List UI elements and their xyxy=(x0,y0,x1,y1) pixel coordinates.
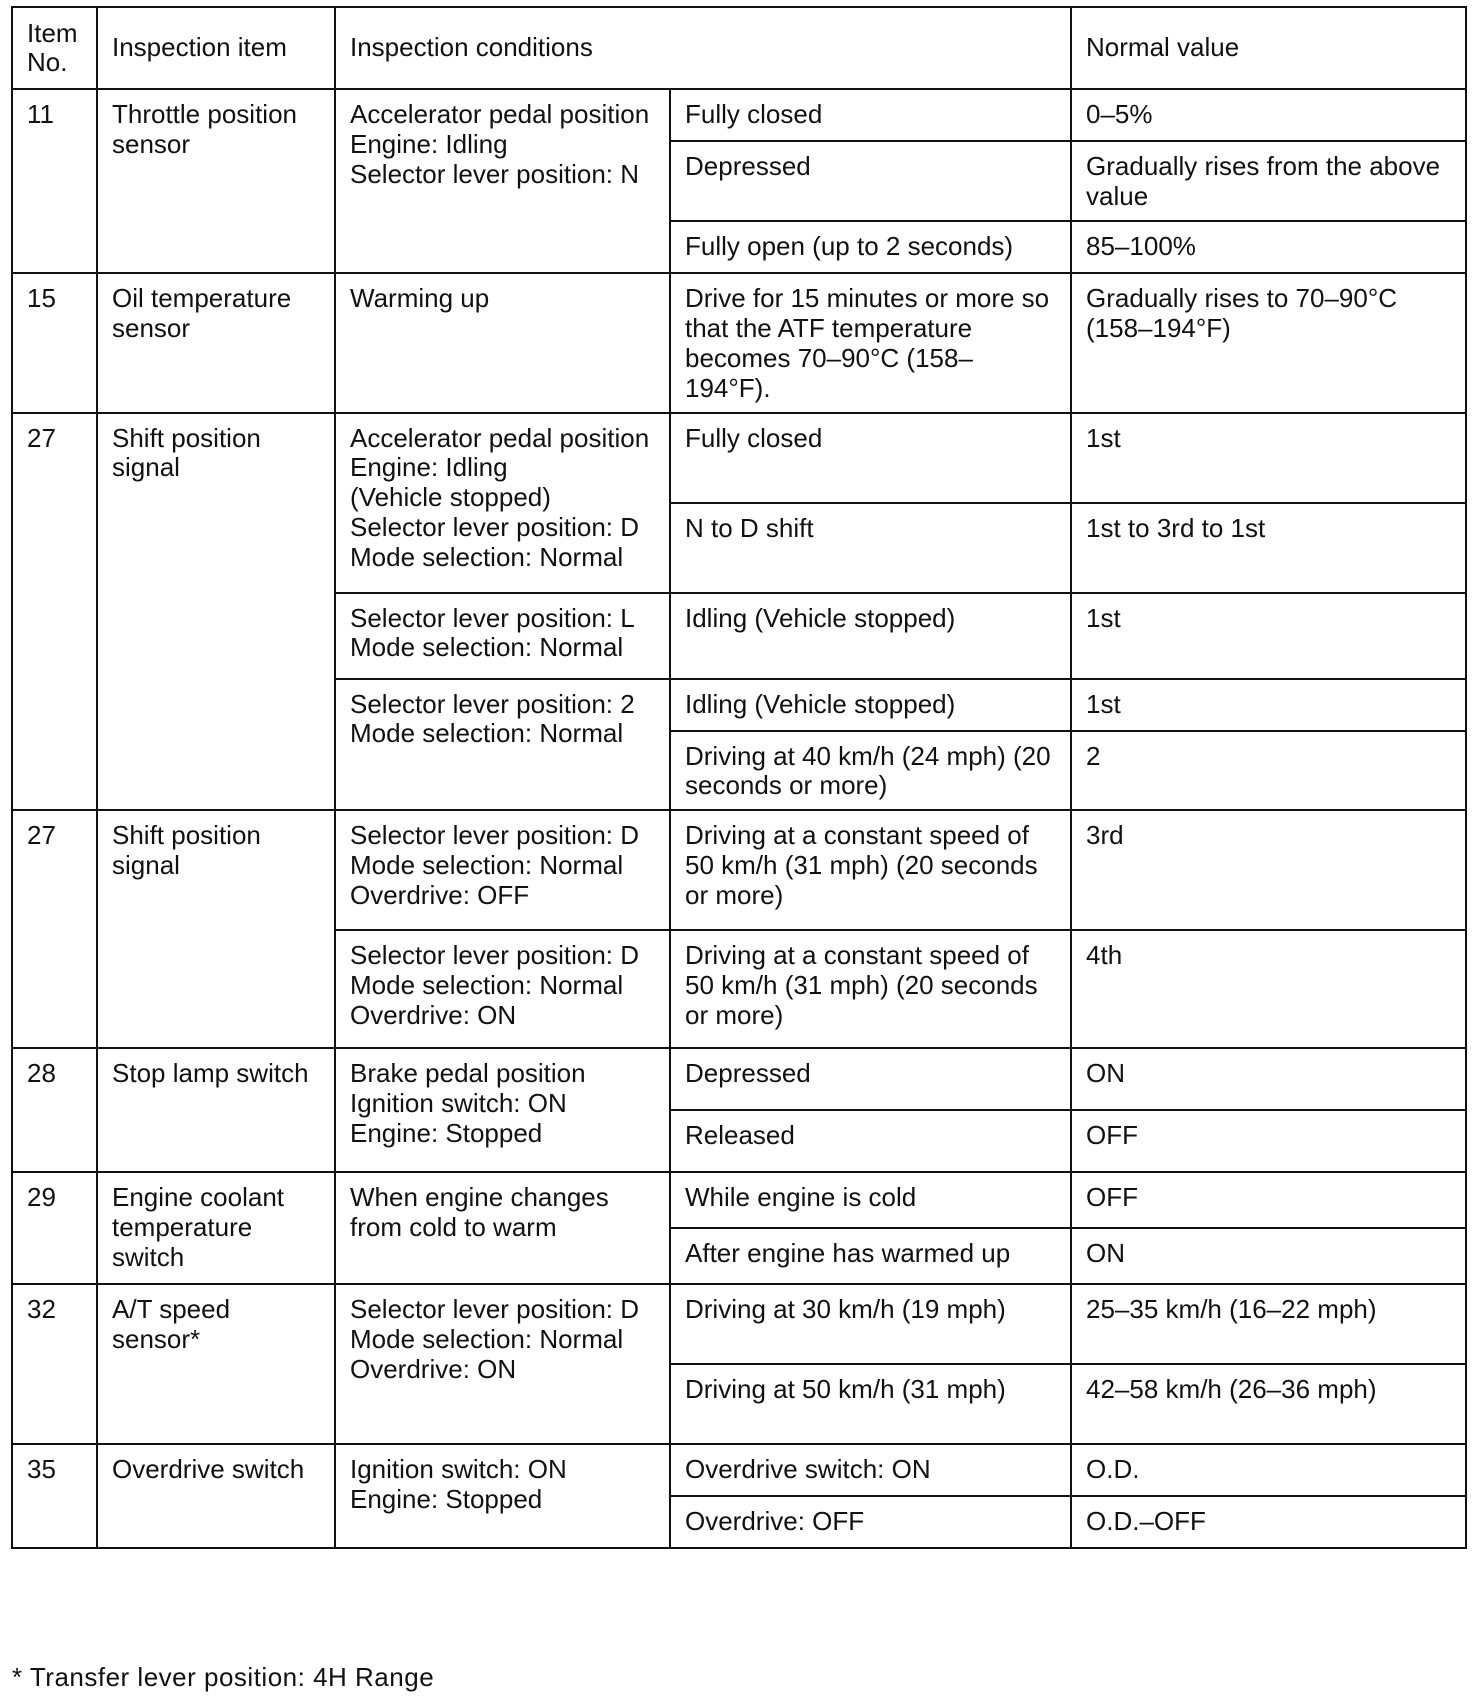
condition-line: When engine changes from cold to warm xyxy=(350,1182,609,1243)
inspection-sub-condition: Released xyxy=(670,1110,1071,1172)
normal-value: Gradually rises to 70–90°C (158–194°F) xyxy=(1071,273,1466,413)
condition-line: Engine: Stopped xyxy=(350,1118,543,1149)
header-inspection-conditions: Inspection conditions xyxy=(335,7,1071,89)
condition-line: Warming up xyxy=(350,283,490,313)
inspection-condition xyxy=(335,930,670,1048)
inspection-condition xyxy=(335,89,670,273)
normal-value: 4th xyxy=(1071,930,1466,1048)
normal-value: 25–35 km/h (16–22 mph) xyxy=(1071,1284,1466,1364)
condition-line: Mode selection: Normal xyxy=(350,632,624,663)
condition-line: Mode selection: Normal xyxy=(350,850,624,881)
normal-value: Gradually rises from the above value xyxy=(1071,141,1466,221)
inspection-sub-condition: Idling (Vehicle stopped) xyxy=(670,679,1071,731)
normal-value: 3rd xyxy=(1071,810,1466,930)
condition-line: Engine: Stopped xyxy=(350,1484,543,1515)
inspection-sub-condition: Driving at 30 km/h (19 mph) xyxy=(670,1284,1071,1364)
item-number: 32 xyxy=(12,1284,97,1444)
condition-line: Selector lever position: N xyxy=(350,158,640,189)
inspection-item-name: Engine coolant temperature switch xyxy=(97,1172,335,1284)
inspection-condition xyxy=(335,679,670,811)
inspection-item-name: Overdrive switch xyxy=(97,1444,335,1548)
normal-value: O.D. xyxy=(1071,1444,1466,1496)
condition-line: Mode selection: Normal xyxy=(350,542,624,573)
table-row xyxy=(12,1048,1466,1110)
inspection-item-name: Stop lamp switch xyxy=(97,1048,335,1172)
table-body xyxy=(12,89,1466,1548)
condition-line: Overdrive: OFF xyxy=(350,880,530,911)
inspection-sub-condition: Overdrive switch: ON xyxy=(670,1444,1071,1496)
normal-value: OFF xyxy=(1071,1172,1466,1228)
normal-value: 1st xyxy=(1071,593,1466,679)
inspection-condition xyxy=(335,1048,670,1172)
inspection-condition xyxy=(335,413,670,593)
condition-line: Ignition switch: ON xyxy=(350,1454,567,1485)
condition-line: Accelerator pedal position xyxy=(350,99,650,129)
inspection-condition xyxy=(335,1172,670,1284)
inspection-sub-condition: Depressed xyxy=(670,1048,1071,1110)
inspection-sub-condition: Fully closed xyxy=(670,89,1071,141)
inspection-item-name: A/T speed sensor* xyxy=(97,1284,335,1444)
inspection-table xyxy=(11,6,1467,1549)
condition-line: Overdrive: ON xyxy=(350,1354,517,1385)
condition-line: Selector lever position: D xyxy=(350,820,640,851)
table-row xyxy=(12,810,1466,930)
table-row xyxy=(12,1172,1466,1228)
condition-line: Accelerator pedal position xyxy=(350,422,650,453)
item-number: 11 xyxy=(12,89,97,273)
header-item-no-line-1: Item xyxy=(27,18,78,49)
item-number: 35 xyxy=(12,1444,97,1548)
normal-value: 85–100% xyxy=(1071,221,1466,273)
table-row xyxy=(12,1444,1466,1496)
inspection-sub-condition: After engine has warmed up xyxy=(670,1228,1071,1284)
inspection-sub-condition: Fully open (up to 2 seconds) xyxy=(670,221,1071,273)
inspection-sub-condition: Overdrive: OFF xyxy=(670,1496,1071,1548)
condition-line: Ignition switch: ON xyxy=(350,1088,567,1119)
normal-value: OFF xyxy=(1071,1110,1466,1172)
table-row xyxy=(12,413,1466,503)
normal-value: ON xyxy=(1071,1048,1466,1110)
normal-value: 1st to 3rd to 1st xyxy=(1071,503,1466,593)
table-row xyxy=(12,89,1466,141)
normal-value: 2 xyxy=(1071,731,1466,811)
condition-line: (Vehicle stopped) xyxy=(350,482,551,513)
condition-line: Mode selection: Normal xyxy=(350,970,624,1001)
table-row xyxy=(12,273,1466,413)
normal-value: 0–5% xyxy=(1071,89,1466,141)
normal-value: O.D.–OFF xyxy=(1071,1496,1466,1548)
normal-value: ON xyxy=(1071,1228,1466,1284)
inspection-item-name: Throttle position sensor xyxy=(97,89,335,273)
inspection-sub-condition: Fully closed xyxy=(670,413,1071,503)
inspection-sub-condition: Driving at a constant speed of 50 km/h (31 mph) (20 seconds or more) xyxy=(670,810,1071,930)
inspection-condition xyxy=(335,1444,670,1548)
condition-line: Overdrive: ON xyxy=(350,1000,517,1031)
footnote: * Transfer lever position: 4H Range xyxy=(12,1662,435,1692)
inspection-sub-condition: Driving at a constant speed of 50 km/h (31 mph) (20 seconds or more) xyxy=(670,930,1071,1048)
condition-line: Mode selection: Normal xyxy=(350,718,624,749)
condition-line: Selector lever position: D xyxy=(350,1294,640,1325)
inspection-condition xyxy=(335,1284,670,1444)
item-number: 15 xyxy=(12,273,97,413)
condition-line: Engine: Idling xyxy=(350,128,508,159)
inspection-item-name: Shift position signal xyxy=(97,413,335,811)
condition-line: Brake pedal position xyxy=(350,1058,586,1089)
normal-value: 42–58 km/h (26–36 mph) xyxy=(1071,1364,1466,1444)
header-item-no xyxy=(12,7,97,89)
inspection-condition xyxy=(335,593,670,679)
inspection-sub-condition: Driving at 40 km/h (24 mph) (20 seconds or more) xyxy=(670,731,1071,811)
condition-line: Mode selection: Normal xyxy=(350,1324,624,1355)
inspection-table-sheet xyxy=(11,6,1465,1549)
inspection-condition xyxy=(335,810,670,930)
inspection-item-name: Oil temperature sensor xyxy=(97,273,335,413)
inspection-condition xyxy=(335,273,670,413)
inspection-sub-condition: Idling (Vehicle stopped) xyxy=(670,593,1071,679)
header-item-no-line-2: No. xyxy=(27,47,68,77)
condition-line: Selector lever position: 2 xyxy=(350,688,635,719)
inspection-sub-condition: Drive for 15 minutes or more so that the ATF temperature becomes 70–90°C (158–194°F). xyxy=(670,273,1071,413)
item-number: 27 xyxy=(12,413,97,811)
header-normal-value: Normal value xyxy=(1071,7,1466,89)
inspection-sub-condition: While engine is cold xyxy=(670,1172,1071,1228)
item-number: 27 xyxy=(12,810,97,1048)
inspection-sub-condition: N to D shift xyxy=(670,503,1071,593)
inspection-sub-condition: Driving at 50 km/h (31 mph) xyxy=(670,1364,1071,1444)
inspection-sub-condition: Depressed xyxy=(670,141,1071,221)
normal-value: 1st xyxy=(1071,679,1466,731)
condition-line: Selector lever position: L xyxy=(350,602,635,633)
condition-line: Selector lever position: D xyxy=(350,940,640,971)
condition-line: Engine: Idling xyxy=(350,452,508,483)
header-inspection-item: Inspection item xyxy=(97,7,335,89)
item-number: 29 xyxy=(12,1172,97,1284)
condition-line: Selector lever position: D xyxy=(350,512,640,543)
normal-value: 1st xyxy=(1071,413,1466,503)
inspection-item-name: Shift position signal xyxy=(97,810,335,1048)
header-row xyxy=(12,7,1466,89)
item-number: 28 xyxy=(12,1048,97,1172)
table-row xyxy=(12,1284,1466,1364)
